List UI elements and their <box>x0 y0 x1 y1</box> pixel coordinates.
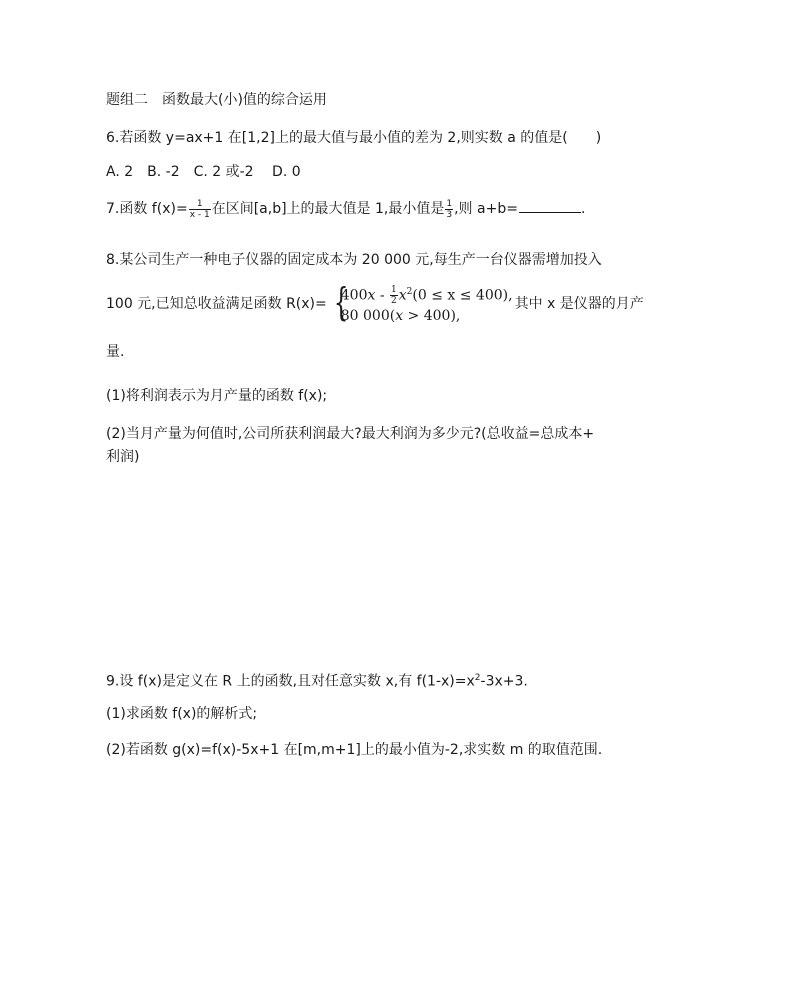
case2-value: 80 000( <box>340 308 396 325</box>
q7-middle-text: 在区间[a,b]上的最大值是 1,最小值是 <box>211 201 445 217</box>
question-8-line-1: 8.某公司生产一种电子仪器的固定成本为 20 000 元,每生产一台仪器需增加投入 <box>106 252 602 268</box>
case2-var: x <box>395 308 404 325</box>
question-8-line-3: 量. <box>106 344 125 360</box>
question-8-part-1: (1)将利润表示为月产量的函数 f(x); <box>106 388 328 404</box>
q7-prefix: 7.函数 f(x)= <box>106 201 188 217</box>
case2-condition: > 400), <box>403 308 461 325</box>
case1-coef: 400 <box>340 287 368 304</box>
answer-blank[interactable] <box>519 198 581 213</box>
q7-min-denominator: 3 <box>446 209 453 220</box>
piecewise-function <box>329 282 513 326</box>
question-9-part-1: (1)求函数 f(x)的解析式; <box>106 706 258 722</box>
left-brace: { <box>333 280 349 324</box>
question-8-part-2-line-1: (2)当月产量为何值时,公司所获利润最大?最大利润为多少元?(总收益=总成本+ <box>106 426 595 442</box>
question-8-line-2 <box>106 282 644 326</box>
case1-frac-num: 1 <box>391 285 397 296</box>
q9-suffix: -3x+3. <box>480 673 528 690</box>
question-9-part-2: (2)若函数 g(x)=f(x)-5x+1 在[m,m+1]上的最小值为-2,求实数 m 的取值范围. <box>106 742 603 758</box>
q9-prefix: 9.设 f(x)是定义在 R 上的函数,且对任意实数 x,有 f(1-x)=x <box>106 673 475 690</box>
q9-exponent: 2 <box>474 673 481 683</box>
case1-fraction <box>390 285 398 306</box>
case1-var: x <box>367 287 376 304</box>
q7-min-fraction <box>445 199 453 220</box>
piecewise-case-2 <box>341 306 513 326</box>
question-9 <box>106 668 528 692</box>
case1-minus: - <box>375 287 390 304</box>
q7-fraction-denominator: x - 1 <box>189 209 210 220</box>
q7-fraction-numerator: 1 <box>189 199 211 210</box>
case1-exponent: 2 <box>406 287 413 297</box>
section-title: 题组二 函数最大(小)值的综合运用 <box>106 92 327 108</box>
q7-end: . <box>580 201 586 217</box>
q7-function-fraction <box>189 199 211 220</box>
q7-suffix: ,则 a+b= <box>454 201 518 217</box>
q8-line2-prefix: 100 元,已知总收益满足函数 R(x)= <box>106 296 327 313</box>
q7-min-numerator: 1 <box>446 198 453 209</box>
case1-condition: (0 ≤ x ≤ 400), <box>412 287 513 304</box>
question-7 <box>106 198 585 220</box>
case1-var2: x <box>398 287 407 304</box>
question-6-options: A. 2 B. -2 C. 2 或-2 D. 0 <box>106 164 301 180</box>
case1-frac-den: 2 <box>391 296 397 307</box>
q8-line2-suffix: 其中 x 是仪器的月产 <box>514 296 644 313</box>
question-6: 6.若函数 y=ax+1 在[1,2]上的最大值与最小值的差为 2,则实数 a 的值是( ) <box>106 130 602 146</box>
piecewise-case-1 <box>341 282 513 306</box>
question-8-part-2-line-2: 利润) <box>106 449 140 465</box>
